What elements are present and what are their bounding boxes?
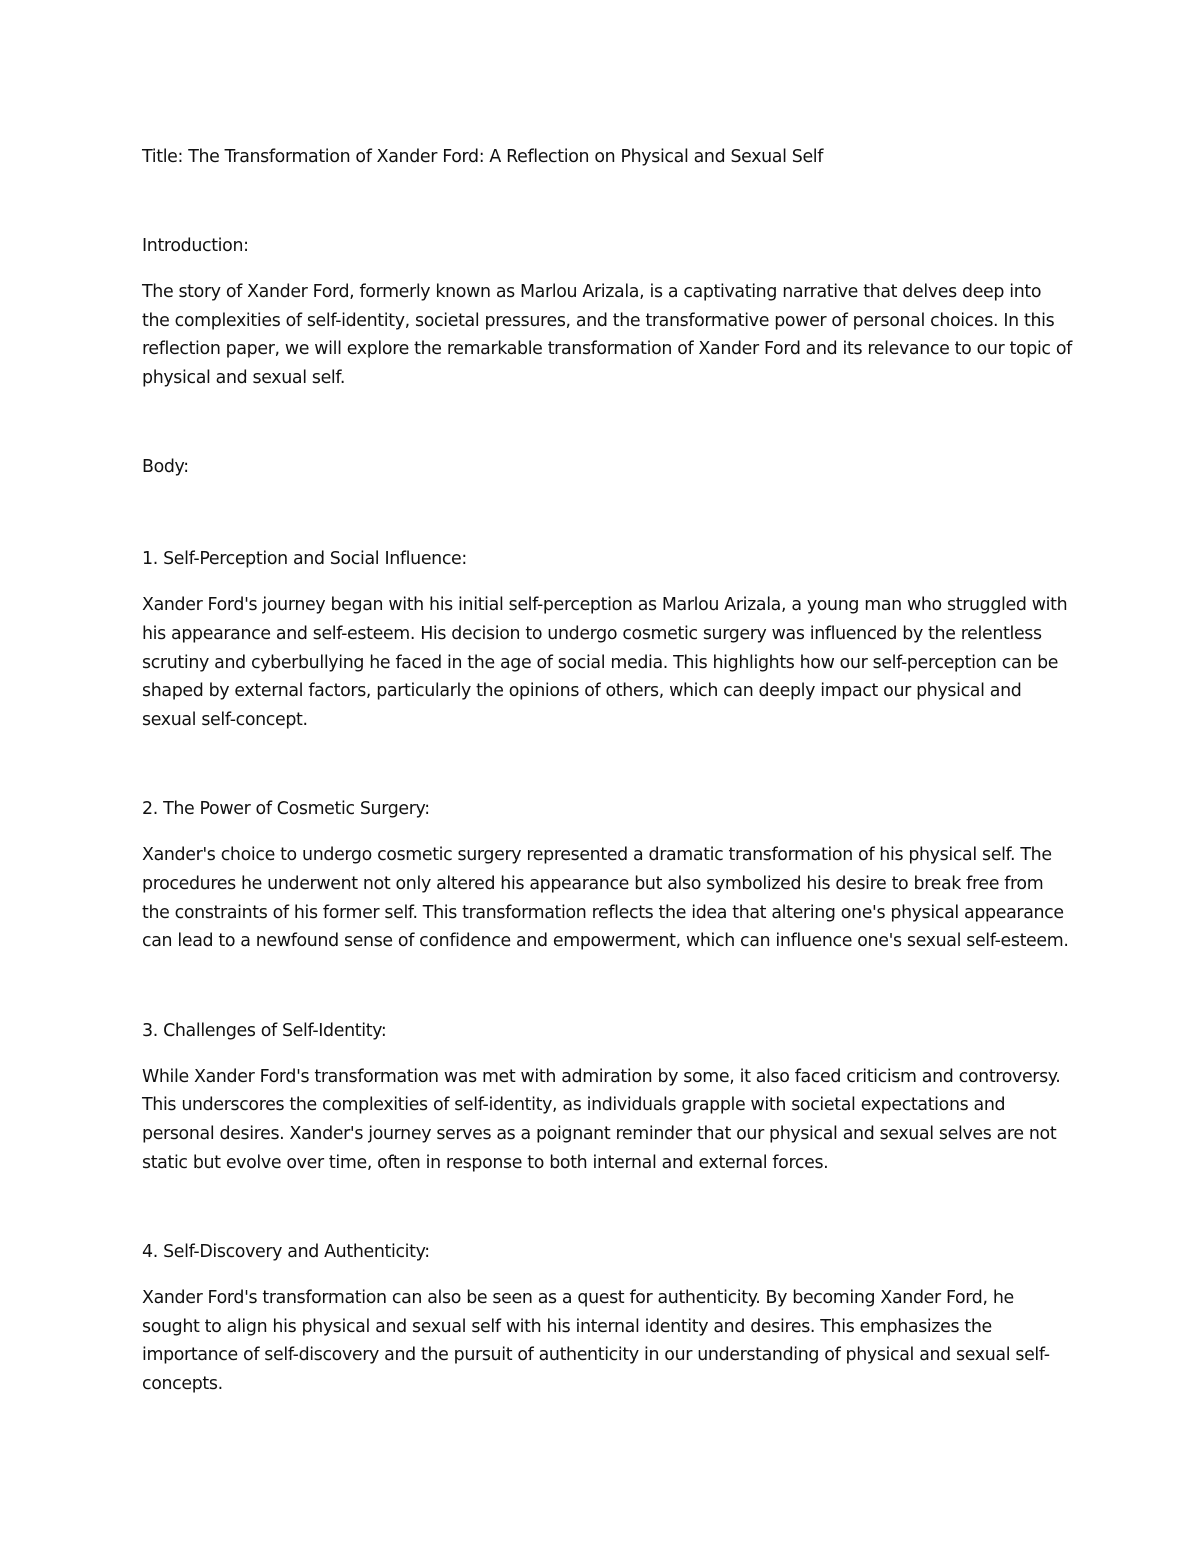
body-heading: Body:: [142, 457, 189, 478]
section-4: [142, 1238, 1072, 1398]
section-2-paragraph: Xander's choice to undergo cosmetic surgery represented a dramatic transformation of his physical self. The procedures he underwent not only altered his appearance but also symbolized his desire to break free from the constraints of his former self. This transformation reflects the idea that altering one's physical appearance can lead to a newfound sense of confidence and empowerment, which can influence one's sexual self-esteem.: [142, 845, 1069, 952]
section-3-paragraph: While Xander Ford's transformation was met with admiration by some, it also faced criticism and controversy. This underscores the complexities of self-identity, as individuals grapple with societal expectations and personal desires. Xander's journey serves as a poignant reminder that our physical and sexual selves are not static but evolve over time, often in response to both internal and external forces.: [142, 1066, 1061, 1173]
document-content: [142, 143, 1072, 1398]
section-3: [142, 1017, 1072, 1177]
section-3-heading: 3. Challenges of Self-Identity:: [142, 1020, 387, 1041]
introduction-heading: Introduction:: [142, 236, 249, 256]
section-4-heading: 4. Self-Discovery and Authenticity:: [142, 1242, 430, 1263]
section-1-paragraph: Xander Ford's journey began with his initial self-perception as Marlou Arizala, a young man who struggled with his appearance and self-esteem. His decision to undergo cosmetic surgery was influenced by the relentless scrutiny and cyberbullying he faced in the age of social media. This highlights how our self-perception can be shaped by external factors, particularly the opinions of others, which can deeply impact our physical and sexual self-concept.: [142, 595, 1068, 730]
section-1-heading: 1. Self-Perception and Social Influence:: [142, 549, 467, 570]
section-1: [142, 545, 1072, 734]
introduction-paragraph: The story of Xander Ford, formerly known as Marlou Arizala, is a captivating narrative that delves deep into the complexities of self-identity, societal pressures, and the transformative power of personal choices. In this reflection paper, we will explore the remarkable transformation of Xander Ford and its relevance to our topic of physical and sexual self.: [142, 282, 1072, 388]
section-4-paragraph: Xander Ford's transformation can also be seen as a quest for authenticity. By becoming Xander Ford, he sought to align his physical and sexual self with his internal identity and desires. This emphasizes the importance of self-discovery and the pursuit of authenticity in our understanding of physical and sexual self-concepts.: [142, 1288, 1050, 1394]
section-2: [142, 795, 1072, 955]
document-title: Title: The Transformation of Xander Ford: A Reflection on Physical and Sexual Self: [142, 147, 824, 167]
section-2-heading: 2. The Power of Cosmetic Surgery:: [142, 799, 430, 820]
